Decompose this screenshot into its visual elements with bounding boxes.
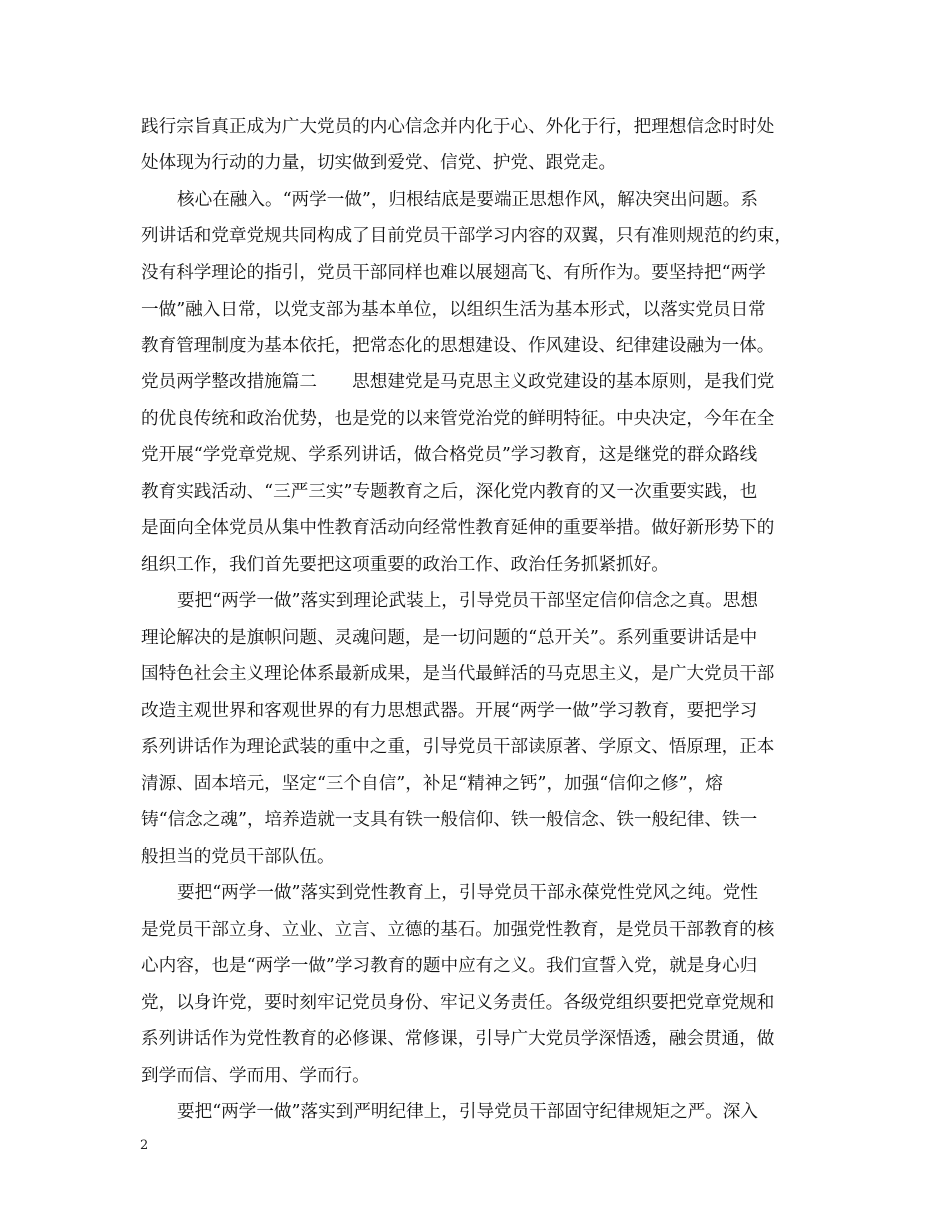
text-line: 党开展“学党章党规、学系列讲话，做合格党员”学习教育，这是继党的群众路线 <box>141 445 758 465</box>
text-line: 系列讲话作为党性教育的必修课、常修课，引导广大党员学深悟透，融会贯通，做 <box>141 1029 775 1049</box>
text-line: 清源、固本培元，坚定“三个自信”，补足“精神之钙”，加强“信仰之修”，熔 <box>141 774 723 794</box>
text-line: 铸“信念之魂”，培养造就一支具有铁一般信仰、铁一般信念、铁一般纪律、铁一 <box>141 810 758 830</box>
text-line: 教育实践活动、“三严三实”专题教育之后，深化党内教育的又一次重要实践，也 <box>141 482 758 502</box>
page-number: 2 <box>140 1138 149 1153</box>
section-heading-line: 党员两学整改措施篇二 思想建党是马克思主义政党建设的基本原则，是我们党 <box>141 372 775 392</box>
text-line: 是面向全体党员从集中性教育活动向经常性教育延伸的重要举措。做好新形势下的 <box>141 518 775 538</box>
text-line: 心内容，也是“两学一做”学习教育的题中应有之义。我们宣誓入党，就是身心归 <box>141 956 758 976</box>
text-line: 般担当的党员干部队伍。 <box>141 847 335 867</box>
text-line: 践行宗旨真正成为广大党员的内心信念并内化于心、外化于行，把理想信念时时处 <box>141 117 775 137</box>
text-line: 到学而信、学而用、学而行。 <box>141 1066 370 1086</box>
text-line: 党，以身许党，要时刻牢记党员身份、牢记义务责任。各级党组织要把党章党规和 <box>141 993 775 1013</box>
text-line: 的优良传统和政治优势，也是党的以来管党治党的鲜明特征。中央决定，今年在全 <box>141 409 775 429</box>
paragraph-first-line: 核心在融入。“两学一做”，归根结底是要端正思想作风，解决突出问题。系 <box>177 190 758 210</box>
text-line: 国特色社会主义理论体系最新成果，是当代最鲜活的马克思主义，是广大党员干部 <box>141 664 775 684</box>
paragraph-first-line: 要把“两学一做”落实到严明纪律上，引导党员干部固守纪律规矩之严。深入 <box>177 1102 758 1122</box>
text-line: 是党员干部立身、立业、立言、立德的基石。加强党性教育，是党员干部教育的核 <box>141 920 775 940</box>
text-line: 一做”融入日常，以党支部为基本单位，以组织生活为基本形式，以落实党员日常 <box>141 300 766 320</box>
text-line: 处体现为行动的力量，切实做到爱党、信党、护党、跟党走。 <box>141 153 617 173</box>
paragraph-first-line: 要把“两学一做”落实到党性教育上，引导党员干部永葆党性党风之纯。党性 <box>177 883 758 903</box>
text-line: 列讲话和党章党规共同构成了目前党员干部学习内容的双翼，只有准则规范的约束， <box>141 226 792 246</box>
text-line: 教育管理制度为基本依托，把常态化的思想建设、作风建设、纪律建设融为一体。 <box>141 336 775 356</box>
text-line: 理论解决的是旗帜问题、灵魂问题，是一切问题的“总开关”。系列重要讲话是中 <box>141 628 758 648</box>
paragraph-first-line: 要把“两学一做”落实到理论武装上，引导党员干部坚定信仰信念之真。思想 <box>177 591 758 611</box>
text-line: 组织工作，我们首先要把这项重要的政治工作、政治任务抓紧抓好。 <box>141 555 669 575</box>
text-line: 系列讲话作为理论武装的重中之重，引导党员干部读原著、学原文、悟原理，正本 <box>141 737 775 757</box>
text-line: 没有科学理论的指引，党员干部同样也难以展翅高飞、有所作为。要坚持把“两学 <box>141 263 766 283</box>
text-line: 改造主观世界和客观世界的有力思想武器。开展“两学一做”学习教育，要把学习 <box>141 701 758 721</box>
